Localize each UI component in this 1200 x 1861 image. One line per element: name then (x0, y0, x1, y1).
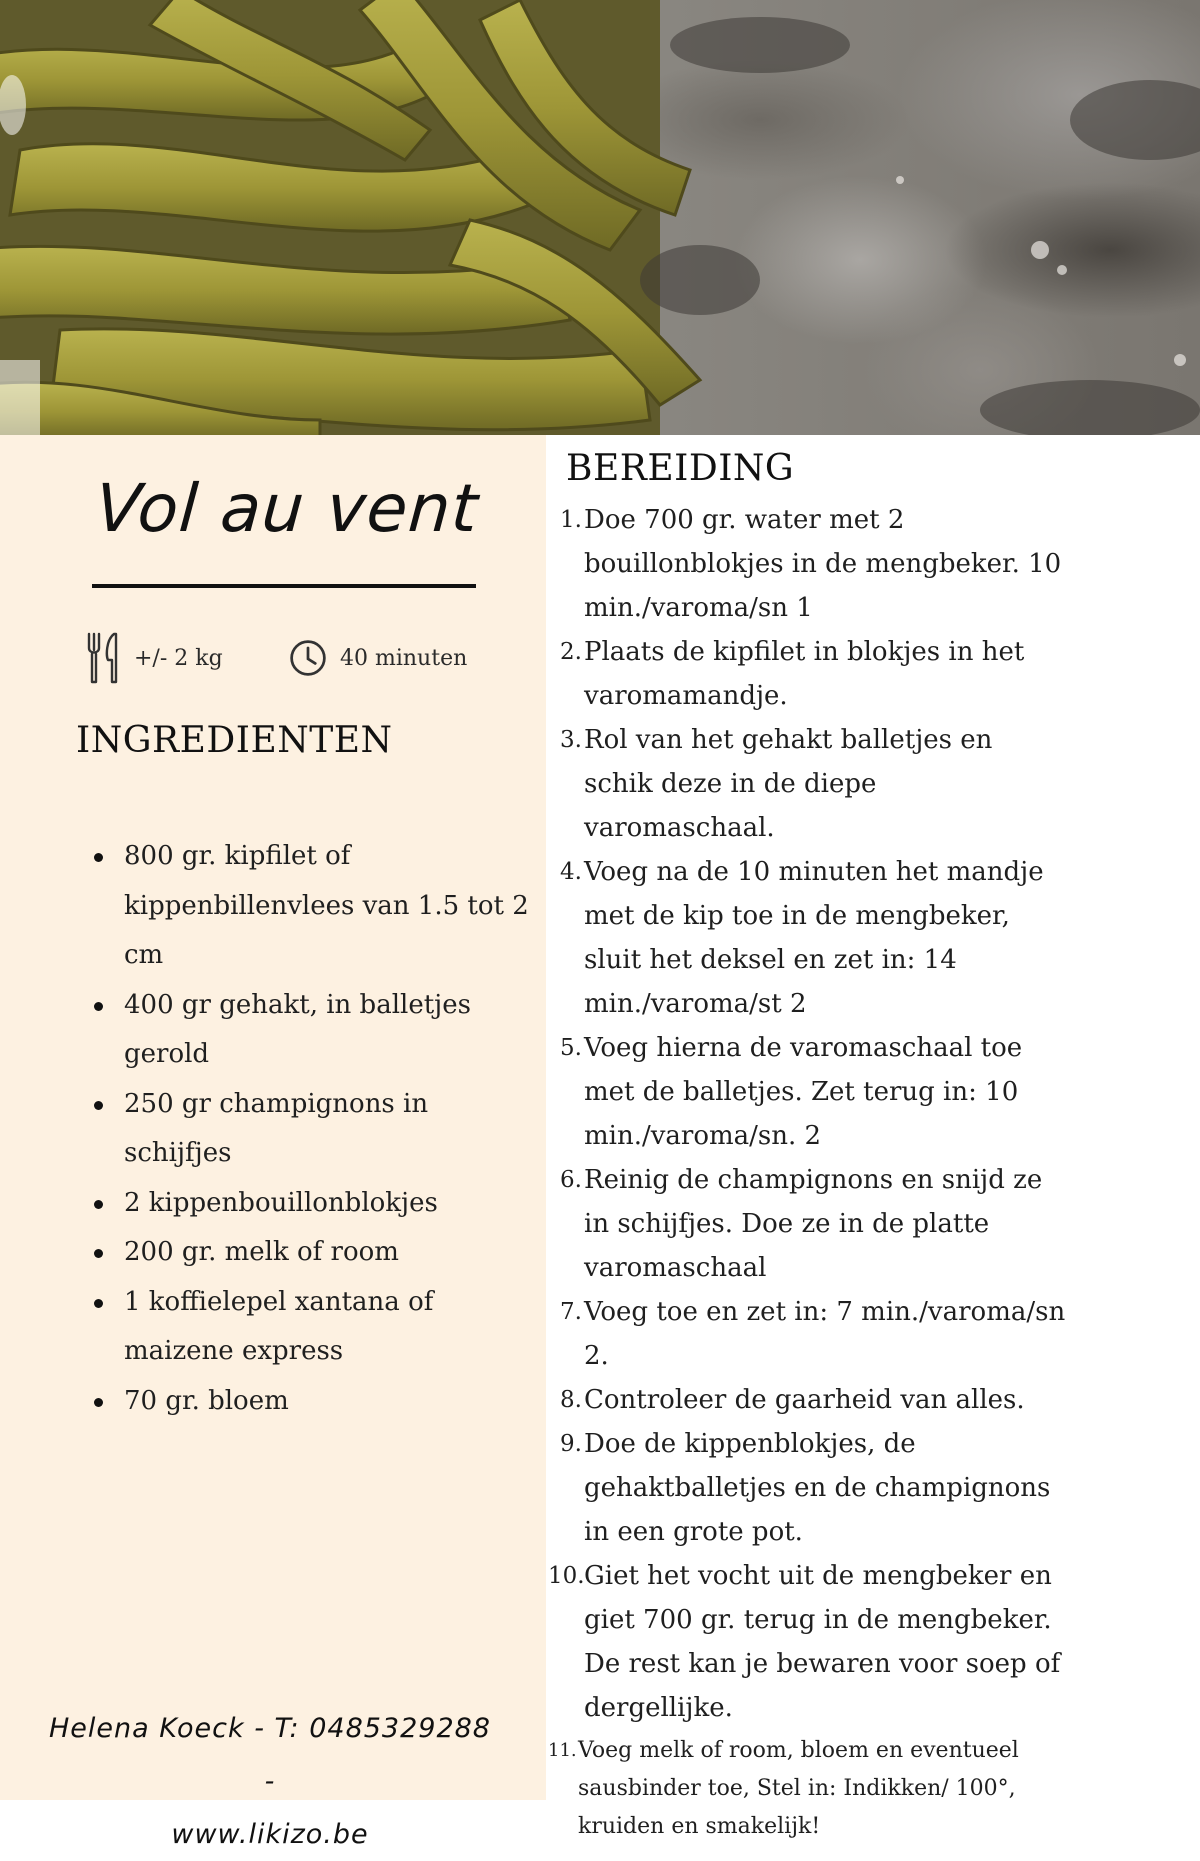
step-text: Plaats de kipfilet in blokjes in het varomamandje. (584, 637, 1025, 711)
step-number: 11. (548, 1740, 577, 1761)
step-item (548, 1732, 1068, 1846)
step-number: 3. (560, 727, 582, 753)
fork-knife-icon (82, 630, 122, 686)
step-item (548, 850, 1068, 1026)
header-photo (0, 0, 1200, 435)
step-number: 6. (560, 1167, 582, 1193)
step-text: Doe de kippenblokjes, de gehaktballetjes en de champignons in een grote pot. (584, 1429, 1051, 1547)
step-number: 2. (560, 639, 582, 665)
ingredient-item: 200 gr. melk of room (90, 1228, 530, 1278)
ingredient-item: 70 gr. bloem (90, 1377, 530, 1427)
step-number: 10. (548, 1563, 585, 1589)
time-info (288, 628, 467, 688)
step-text: Voeg melk of room, bloem en eventueel sausbinder toe, Stel in: Indikken/ 100°, kruiden en smakelijk! (578, 1738, 1019, 1839)
step-item (548, 1554, 1068, 1730)
step-number: 1. (560, 507, 582, 533)
step-item (548, 718, 1068, 850)
ingredient-item: 1 koffielepel xantana of maizene express (90, 1278, 530, 1377)
step-item (548, 630, 1068, 718)
step-text: Reinig de champignons en snijd ze in schijfjes. Doe ze in de platte varomaschaal (584, 1165, 1043, 1283)
step-item (548, 1290, 1068, 1378)
step-item (548, 1026, 1068, 1158)
food-photo-illustration (0, 0, 1200, 435)
step-number: 5. (560, 1035, 582, 1061)
recipe-title: Vol au vent (92, 470, 481, 547)
step-number: 4. (560, 859, 582, 885)
yield-text: +/- 2 kg (134, 645, 223, 671)
step-number: 7. (560, 1299, 582, 1325)
ingredient-item: 400 gr gehakt, in balletjes gerold (90, 981, 530, 1080)
preparation-heading: BEREIDING (566, 448, 795, 489)
step-item (548, 1158, 1068, 1290)
yield-info (82, 628, 223, 688)
ingredient-item: 250 gr champignons in schijfjes (90, 1080, 530, 1179)
clock-icon (288, 630, 328, 686)
step-text: Giet het vocht uit de mengbeker en giet 700 gr. terug in de mengbeker. De rest kan je bewaren voor soep of dergellijke. (584, 1561, 1061, 1723)
title-divider (92, 584, 476, 588)
step-text: Rol van het gehakt balletjes en schik deze in de diepe varomaschaal. (584, 725, 993, 843)
step-text: Controleer de gaarheid van alles. (584, 1385, 1025, 1415)
ingredient-item: 800 gr. kipfilet of kippenbillenvlees van 1.5 tot 2 cm (90, 832, 530, 981)
step-text: Voeg toe en zet in: 7 min./varoma/sn 2. (584, 1297, 1066, 1371)
ingredients-heading: INGREDIENTEN (76, 720, 393, 761)
step-text: Doe 700 gr. water met 2 bouillonblokjes in de mengbeker. 10 min./varoma/sn 1 (584, 505, 1062, 623)
step-item (548, 1378, 1068, 1422)
step-number: 9. (560, 1431, 582, 1457)
step-item (548, 498, 1068, 630)
time-text: 40 minuten (340, 645, 468, 671)
step-item (548, 1422, 1068, 1554)
ingredients-list (90, 832, 530, 1426)
step-text: Voeg na de 10 minuten het mandje met de kip toe in de mengbeker, sluit het deksel en zet in: 14 min./varoma/st 2 (584, 857, 1044, 1019)
ingredient-item: 2 kippenbouillonblokjes (90, 1179, 530, 1229)
website-link[interactable]: www.likizo.be (171, 1819, 369, 1850)
contact-line: Helena Koeck - T: 0485329288 - (48, 1713, 491, 1797)
step-number: 8. (560, 1387, 582, 1413)
preparation-steps (548, 498, 1068, 1846)
footer-contact (40, 1702, 500, 1861)
step-text: Voeg hierna de varomaschaal toe met de balletjes. Zet terug in: 10 min./varoma/sn. 2 (584, 1033, 1023, 1151)
